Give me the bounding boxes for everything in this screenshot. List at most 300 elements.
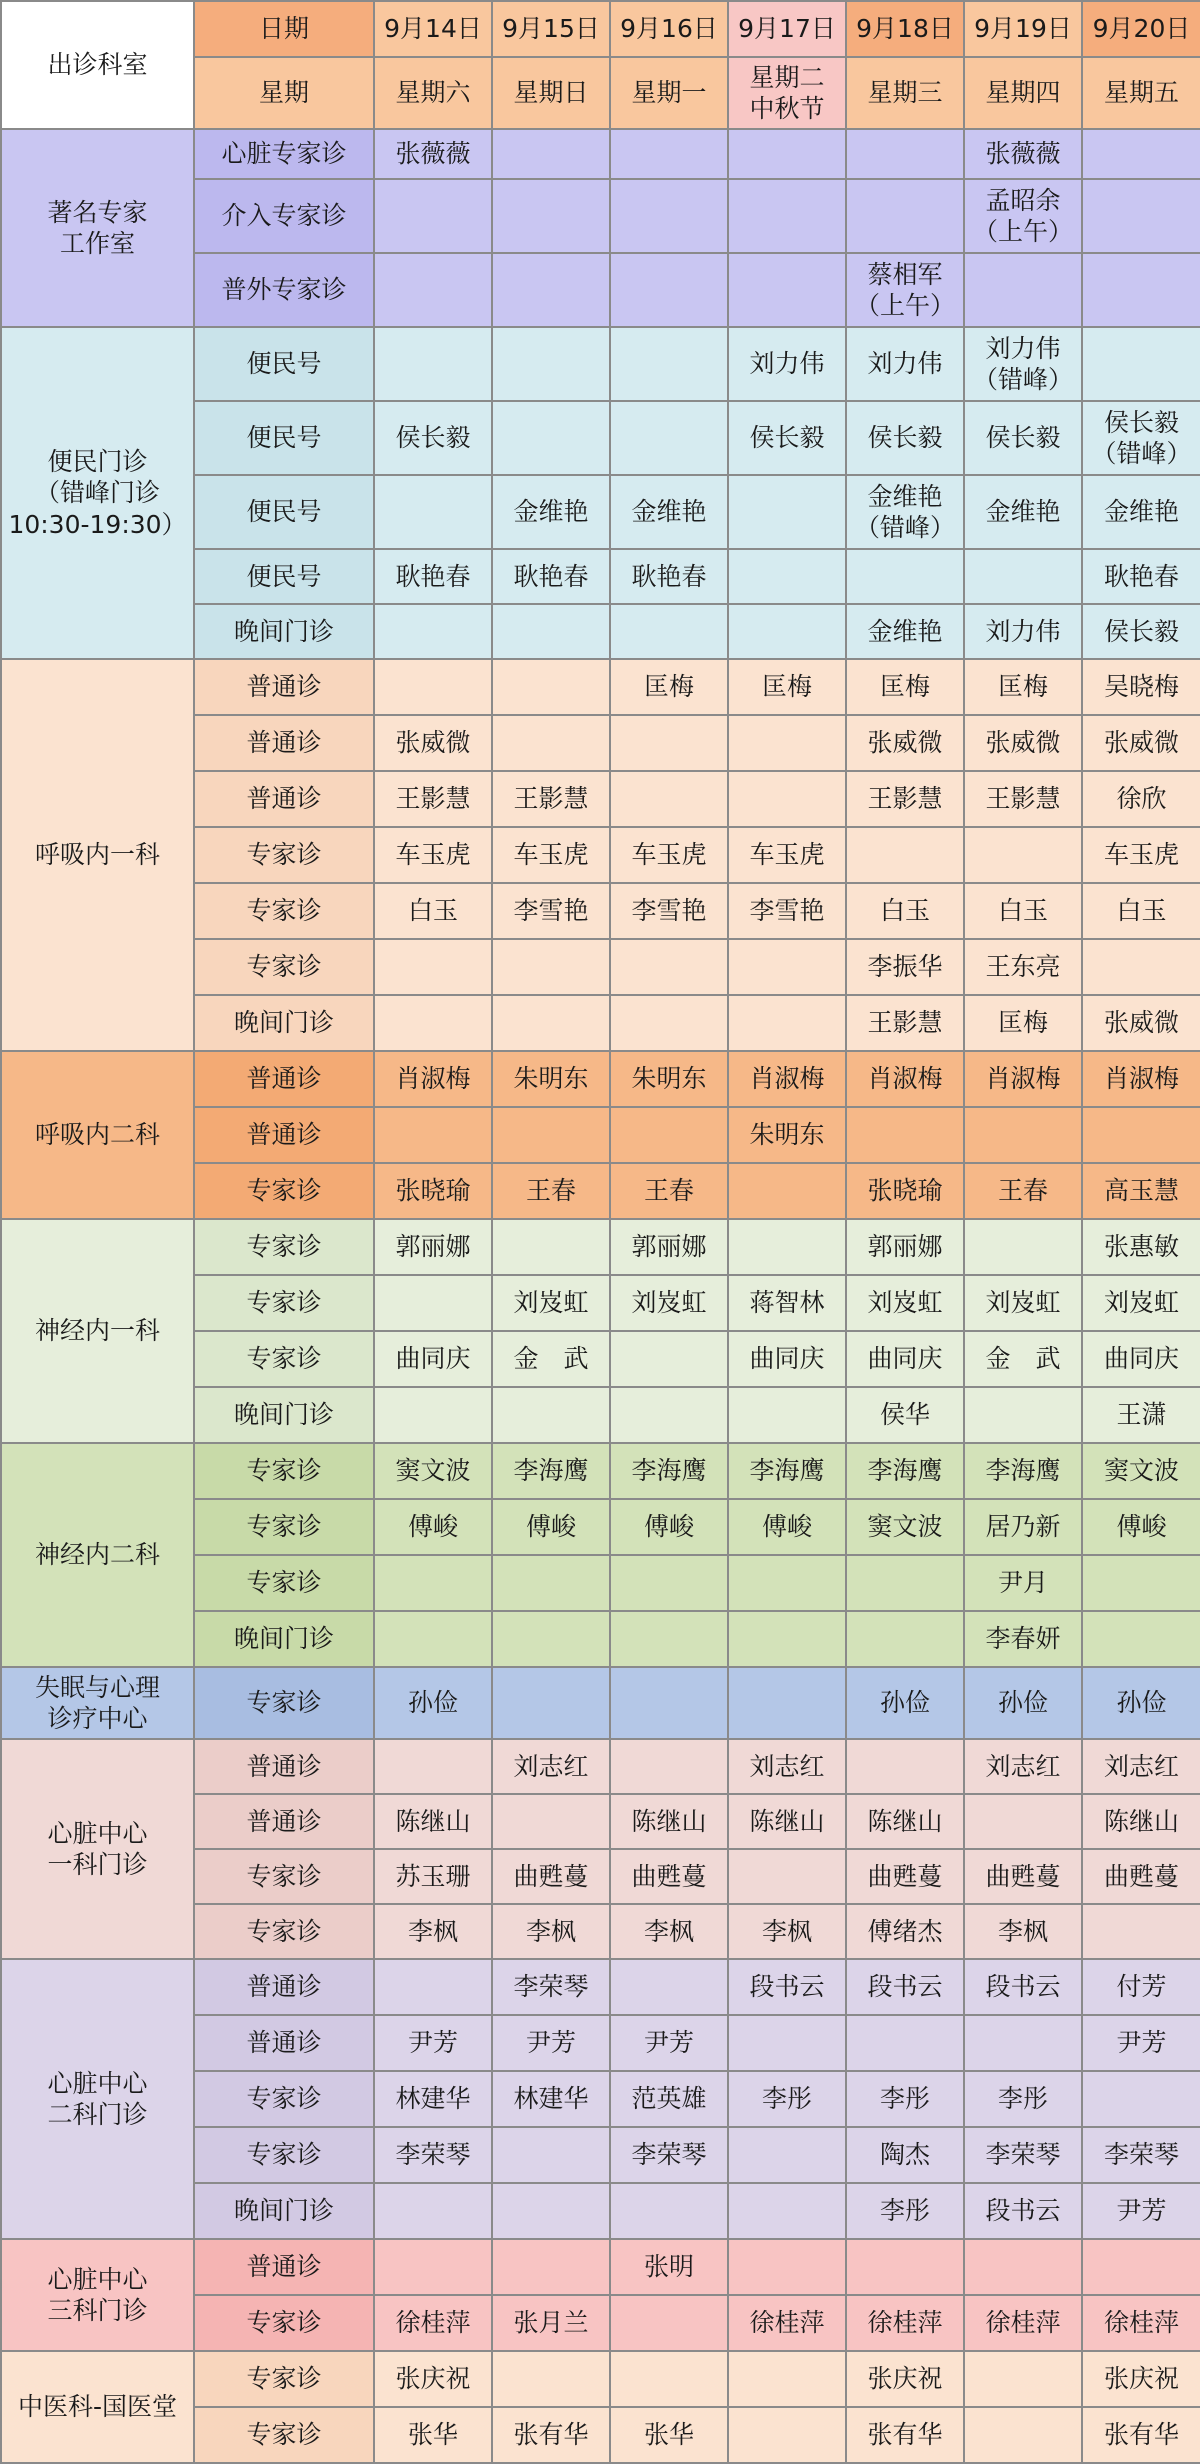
doctor-cell: 肖淑梅 — [374, 1051, 492, 1107]
doctor-cell: 侯长毅 — [964, 401, 1082, 475]
date-cell: 9月17日 — [728, 1, 846, 57]
doctor-cell — [610, 1331, 728, 1387]
doctor-cell: 郭丽娜 — [846, 1219, 964, 1275]
doctor-cell: 匡梅 — [610, 659, 728, 715]
table-row — [1, 659, 1200, 715]
doctor-cell: 孟昭余 （上午） — [964, 179, 1082, 253]
clinic-type: 专家诊 — [194, 827, 374, 883]
header-date-row — [1, 1, 1200, 57]
doctor-cell: 尹芳 — [492, 2015, 610, 2071]
doctor-cell — [492, 2183, 610, 2239]
doctor-cell: 李海鹰 — [728, 1443, 846, 1499]
doctor-cell: 曲甦蔓 — [492, 1849, 610, 1904]
doctor-cell — [846, 549, 964, 604]
doctor-cell: 侯长毅 — [374, 401, 492, 475]
doctor-cell: 王春 — [964, 1163, 1082, 1219]
doctor-cell: 侯长毅 — [728, 401, 846, 475]
doctor-cell — [964, 1794, 1082, 1849]
date-cell: 9月15日 — [492, 1, 610, 57]
doctor-cell — [374, 1387, 492, 1443]
clinic-type: 专家诊 — [194, 1904, 374, 1959]
clinic-type: 晚间门诊 — [194, 2183, 374, 2239]
doctor-cell: 金维艳 — [610, 475, 728, 549]
doctor-cell: 张薇薇 — [374, 129, 492, 179]
doctor-cell: 李雪艳 — [610, 883, 728, 939]
doctor-cell — [610, 2183, 728, 2239]
clinic-type: 心脏专家诊 — [194, 129, 374, 179]
table-row — [1, 2239, 1200, 2295]
doctor-cell: 李荣琴 — [610, 2127, 728, 2183]
doctor-cell: 肖淑梅 — [964, 1051, 1082, 1107]
doctor-cell: 刘岌虹 — [492, 1275, 610, 1331]
doctor-cell — [610, 179, 728, 253]
department-name: 便民门诊 （错峰门诊 10:30-19:30） — [1, 327, 194, 659]
doctor-cell: 张晓瑜 — [374, 1163, 492, 1219]
clinic-type: 专家诊 — [194, 2407, 374, 2463]
doctor-cell — [846, 827, 964, 883]
clinic-type: 专家诊 — [194, 1443, 374, 1499]
doctor-cell — [846, 2239, 964, 2295]
doctor-cell — [374, 1739, 492, 1794]
doctor-cell: 徐桂萍 — [846, 2295, 964, 2351]
doctor-cell — [728, 179, 846, 253]
clinic-type: 普通诊 — [194, 1959, 374, 2015]
clinic-type: 普通诊 — [194, 2239, 374, 2295]
doctor-cell: 李枫 — [374, 1904, 492, 1959]
weekday-label: 星期 — [194, 57, 374, 129]
weekday-cell: 星期三 — [846, 57, 964, 129]
doctor-cell: 刘力伟 — [964, 604, 1082, 659]
doctor-cell: 张庆祝 — [374, 2351, 492, 2407]
doctor-cell: 张庆祝 — [1082, 2351, 1200, 2407]
doctor-cell: 尹芳 — [1082, 2015, 1200, 2071]
doctor-cell: 张晓瑜 — [846, 1163, 964, 1219]
doctor-cell — [492, 129, 610, 179]
doctor-cell — [964, 2351, 1082, 2407]
date-cell: 9月19日 — [964, 1, 1082, 57]
department-name: 呼吸内一科 — [1, 659, 194, 1051]
department-name: 著名专家 工作室 — [1, 129, 194, 327]
doctor-cell: 侯长毅 — [1082, 604, 1200, 659]
doctor-cell: 白玉 — [964, 883, 1082, 939]
doctor-cell — [1082, 253, 1200, 327]
doctor-cell: 张薇薇 — [964, 129, 1082, 179]
doctor-cell: 张月兰 — [492, 2295, 610, 2351]
doctor-cell: 李枫 — [728, 1904, 846, 1959]
clinic-type: 便民号 — [194, 475, 374, 549]
doctor-cell: 白玉 — [1082, 883, 1200, 939]
doctor-cell: 苏玉珊 — [374, 1849, 492, 1904]
doctor-cell: 刘志红 — [1082, 1739, 1200, 1794]
doctor-cell: 郭丽娜 — [610, 1219, 728, 1275]
doctor-cell — [610, 715, 728, 771]
doctor-cell — [846, 1107, 964, 1163]
clinic-type: 专家诊 — [194, 1849, 374, 1904]
doctor-cell: 李枫 — [610, 1904, 728, 1959]
doctor-cell: 车玉虎 — [610, 827, 728, 883]
doctor-cell — [728, 2239, 846, 2295]
doctor-cell: 曲甦蔓 — [1082, 1849, 1200, 1904]
table-row — [1, 2351, 1200, 2407]
doctor-cell: 蒋智林 — [728, 1275, 846, 1331]
doctor-cell: 李雪艳 — [492, 883, 610, 939]
doctor-cell — [1082, 1904, 1200, 1959]
doctor-cell — [492, 253, 610, 327]
doctor-cell: 傅峻 — [728, 1499, 846, 1555]
doctor-cell — [374, 2183, 492, 2239]
clinic-type: 普通诊 — [194, 715, 374, 771]
doctor-cell: 朱明东 — [610, 1051, 728, 1107]
doctor-cell: 林建华 — [492, 2071, 610, 2127]
doctor-cell: 李雪艳 — [728, 883, 846, 939]
doctor-cell — [610, 253, 728, 327]
doctor-cell: 刘力伟 （错峰） — [964, 327, 1082, 401]
doctor-cell — [610, 327, 728, 401]
doctor-cell: 傅绪杰 — [846, 1904, 964, 1959]
doctor-cell — [374, 604, 492, 659]
clinic-type: 专家诊 — [194, 1667, 374, 1739]
doctor-cell: 刘岌虹 — [1082, 1275, 1200, 1331]
doctor-cell: 张威微 — [964, 715, 1082, 771]
doctor-cell — [610, 939, 728, 995]
clinic-type: 专家诊 — [194, 2127, 374, 2183]
department-name: 失眠与心理 诊疗中心 — [1, 1667, 194, 1739]
clinic-type: 便民号 — [194, 549, 374, 604]
doctor-cell: 窦文波 — [1082, 1443, 1200, 1499]
date-cell: 9月18日 — [846, 1, 964, 57]
doctor-cell — [492, 401, 610, 475]
doctor-cell — [1082, 939, 1200, 995]
doctor-cell — [492, 1611, 610, 1667]
doctor-cell — [846, 1611, 964, 1667]
doctor-cell: 李振华 — [846, 939, 964, 995]
doctor-cell: 金 武 — [964, 1331, 1082, 1387]
clinic-type: 专家诊 — [194, 1275, 374, 1331]
clinic-type: 专家诊 — [194, 1499, 374, 1555]
doctor-cell — [728, 1555, 846, 1611]
weekday-cell: 星期五 — [1082, 57, 1200, 129]
doctor-cell — [492, 1667, 610, 1739]
doctor-cell: 金维艳 （错峰） — [846, 475, 964, 549]
doctor-cell — [374, 1275, 492, 1331]
doctor-cell: 李海鹰 — [610, 1443, 728, 1499]
doctor-cell: 王影慧 — [846, 995, 964, 1051]
doctor-cell: 侯长毅 （错峰） — [1082, 401, 1200, 475]
date-cell: 9月14日 — [374, 1, 492, 57]
clinic-type: 专家诊 — [194, 2071, 374, 2127]
doctor-cell: 李彤 — [846, 2183, 964, 2239]
doctor-cell: 刘岌虹 — [610, 1275, 728, 1331]
doctor-cell — [610, 771, 728, 827]
doctor-cell — [492, 939, 610, 995]
doctor-cell — [374, 475, 492, 549]
doctor-cell: 王影慧 — [492, 771, 610, 827]
clinic-type: 专家诊 — [194, 1555, 374, 1611]
doctor-cell: 陈继山 — [610, 1794, 728, 1849]
clinic-type: 专家诊 — [194, 1219, 374, 1275]
doctor-cell — [846, 1555, 964, 1611]
doctor-cell — [610, 401, 728, 475]
doctor-cell: 王春 — [610, 1163, 728, 1219]
clinic-type: 专家诊 — [194, 2351, 374, 2407]
schedule-body — [1, 1, 1200, 2463]
doctor-cell: 窦文波 — [846, 1499, 964, 1555]
doctor-cell: 匡梅 — [964, 995, 1082, 1051]
doctor-cell: 金维艳 — [492, 475, 610, 549]
doctor-cell: 王潇 — [1082, 1387, 1200, 1443]
doctor-cell: 肖淑梅 — [846, 1051, 964, 1107]
doctor-cell: 段书云 — [728, 1959, 846, 2015]
doctor-cell — [964, 1107, 1082, 1163]
doctor-cell: 耿艳春 — [610, 549, 728, 604]
table-row — [1, 1667, 1200, 1739]
doctor-cell: 曲同庆 — [846, 1331, 964, 1387]
doctor-cell — [728, 995, 846, 1051]
doctor-cell: 张华 — [374, 2407, 492, 2463]
doctor-cell — [492, 604, 610, 659]
clinic-type: 普通诊 — [194, 659, 374, 715]
doctor-cell: 陈继山 — [728, 1794, 846, 1849]
doctor-cell: 蔡相军 （上午） — [846, 253, 964, 327]
doctor-cell: 朱明东 — [492, 1051, 610, 1107]
doctor-cell: 张威微 — [374, 715, 492, 771]
doctor-cell — [728, 1849, 846, 1904]
doctor-cell: 金维艳 — [964, 475, 1082, 549]
doctor-cell — [610, 1959, 728, 2015]
doctor-cell — [728, 549, 846, 604]
doctor-cell: 陈继山 — [1082, 1794, 1200, 1849]
doctor-cell: 曲甦蔓 — [846, 1849, 964, 1904]
doctor-cell — [964, 1219, 1082, 1275]
doctor-cell: 王东亮 — [964, 939, 1082, 995]
doctor-cell: 曲甦蔓 — [964, 1849, 1082, 1904]
doctor-cell: 孙俭 — [964, 1667, 1082, 1739]
clinic-type: 晚间门诊 — [194, 995, 374, 1051]
doctor-cell: 刘志红 — [492, 1739, 610, 1794]
weekday-cell: 星期二 中秋节 — [728, 57, 846, 129]
doctor-cell: 李春妍 — [964, 1611, 1082, 1667]
doctor-cell: 居乃新 — [964, 1499, 1082, 1555]
doctor-cell: 耿艳春 — [1082, 549, 1200, 604]
doctor-cell — [728, 2127, 846, 2183]
doctor-cell: 耿艳春 — [492, 549, 610, 604]
doctor-cell: 张有华 — [846, 2407, 964, 2463]
doctor-cell: 吴晓梅 — [1082, 659, 1200, 715]
doctor-cell — [964, 549, 1082, 604]
doctor-cell — [492, 1387, 610, 1443]
doctor-cell: 徐桂萍 — [728, 2295, 846, 2351]
table-row — [1, 1443, 1200, 1499]
doctor-cell — [846, 129, 964, 179]
table-row — [1, 1739, 1200, 1794]
doctor-cell: 李彤 — [846, 2071, 964, 2127]
weekday-cell: 星期一 — [610, 57, 728, 129]
doctor-cell: 王影慧 — [846, 771, 964, 827]
doctor-cell: 张华 — [610, 2407, 728, 2463]
doctor-cell — [846, 2015, 964, 2071]
doctor-cell — [728, 2351, 846, 2407]
doctor-cell — [964, 2015, 1082, 2071]
doctor-cell: 尹芳 — [1082, 2183, 1200, 2239]
doctor-cell: 车玉虎 — [728, 827, 846, 883]
doctor-cell: 张庆祝 — [846, 2351, 964, 2407]
doctor-cell: 耿艳春 — [374, 549, 492, 604]
clinic-type: 专家诊 — [194, 1331, 374, 1387]
doctor-cell: 车玉虎 — [374, 827, 492, 883]
doctor-cell — [1082, 1611, 1200, 1667]
department-name: 神经内二科 — [1, 1443, 194, 1667]
doctor-cell — [374, 253, 492, 327]
doctor-cell: 徐桂萍 — [1082, 2295, 1200, 2351]
doctor-cell: 李荣琴 — [374, 2127, 492, 2183]
doctor-cell — [374, 179, 492, 253]
doctor-cell — [610, 1387, 728, 1443]
doctor-cell: 肖淑梅 — [1082, 1051, 1200, 1107]
doctor-cell: 尹芳 — [610, 2015, 728, 2071]
doctor-cell: 曲同庆 — [374, 1331, 492, 1387]
doctor-cell: 徐欣 — [1082, 771, 1200, 827]
doctor-cell: 李海鹰 — [846, 1443, 964, 1499]
doctor-cell — [728, 771, 846, 827]
doctor-cell — [964, 2239, 1082, 2295]
doctor-cell — [728, 2015, 846, 2071]
doctor-cell: 李枫 — [964, 1904, 1082, 1959]
doctor-cell — [964, 253, 1082, 327]
doctor-cell: 张威微 — [1082, 995, 1200, 1051]
doctor-cell: 刘力伟 — [728, 327, 846, 401]
doctor-cell: 曲同庆 — [728, 1331, 846, 1387]
department-name: 心脏中心 三科门诊 — [1, 2239, 194, 2351]
weekday-cell: 星期日 — [492, 57, 610, 129]
doctor-cell — [374, 1959, 492, 2015]
doctor-cell — [728, 475, 846, 549]
doctor-cell — [728, 1667, 846, 1739]
doctor-cell: 匡梅 — [964, 659, 1082, 715]
doctor-cell — [374, 1107, 492, 1163]
doctor-cell — [1082, 1107, 1200, 1163]
clinic-type: 晚间门诊 — [194, 604, 374, 659]
doctor-cell — [374, 659, 492, 715]
doctor-cell — [728, 939, 846, 995]
doctor-cell: 窦文波 — [374, 1443, 492, 1499]
doctor-cell: 刘志红 — [728, 1739, 846, 1794]
doctor-cell: 匡梅 — [846, 659, 964, 715]
clinic-type: 普通诊 — [194, 1107, 374, 1163]
doctor-cell: 王影慧 — [964, 771, 1082, 827]
doctor-cell: 徐桂萍 — [964, 2295, 1082, 2351]
doctor-cell: 傅峻 — [492, 1499, 610, 1555]
doctor-cell: 王春 — [492, 1163, 610, 1219]
department-name: 神经内一科 — [1, 1219, 194, 1443]
doctor-cell: 李彤 — [964, 2071, 1082, 2127]
doctor-cell — [1082, 2071, 1200, 2127]
doctor-cell: 白玉 — [846, 883, 964, 939]
doctor-cell: 曲甦蔓 — [610, 1849, 728, 1904]
doctor-cell — [492, 995, 610, 1051]
clinic-type: 普通诊 — [194, 2015, 374, 2071]
doctor-cell — [492, 179, 610, 253]
clinic-type: 介入专家诊 — [194, 179, 374, 253]
doctor-cell: 李海鹰 — [964, 1443, 1082, 1499]
doctor-cell: 陈继山 — [846, 1794, 964, 1849]
doctor-cell: 朱明东 — [728, 1107, 846, 1163]
doctor-cell — [846, 179, 964, 253]
doctor-cell — [374, 2239, 492, 2295]
doctor-cell: 徐桂萍 — [374, 2295, 492, 2351]
doctor-cell: 李荣琴 — [492, 1959, 610, 2015]
doctor-cell: 张惠敏 — [1082, 1219, 1200, 1275]
doctor-cell: 金维艳 — [1082, 475, 1200, 549]
doctor-cell: 傅峻 — [1082, 1499, 1200, 1555]
clinic-type: 普通诊 — [194, 1051, 374, 1107]
corner-cell: 出诊科室 — [1, 1, 194, 129]
date-cell: 9月20日 — [1082, 1, 1200, 57]
doctor-cell — [374, 1555, 492, 1611]
doctor-cell: 侯华 — [846, 1387, 964, 1443]
doctor-cell — [1082, 129, 1200, 179]
doctor-cell: 段书云 — [846, 1959, 964, 2015]
table-row — [1, 1051, 1200, 1107]
doctor-cell — [1082, 327, 1200, 401]
doctor-cell: 张明 — [610, 2239, 728, 2295]
department-name: 中医科-国医堂 — [1, 2351, 194, 2463]
doctor-cell: 尹芳 — [374, 2015, 492, 2071]
doctor-cell: 张有华 — [492, 2407, 610, 2463]
doctor-cell — [610, 2351, 728, 2407]
doctor-cell — [846, 1739, 964, 1794]
doctor-cell: 傅峻 — [610, 1499, 728, 1555]
doctor-cell: 李海鹰 — [492, 1443, 610, 1499]
doctor-cell — [610, 1555, 728, 1611]
doctor-cell: 金 武 — [492, 1331, 610, 1387]
doctor-cell — [374, 939, 492, 995]
doctor-cell: 刘志红 — [964, 1739, 1082, 1794]
doctor-cell — [728, 129, 846, 179]
doctor-cell: 李彤 — [728, 2071, 846, 2127]
doctor-cell: 段书云 — [964, 1959, 1082, 2015]
doctor-cell — [492, 1555, 610, 1611]
doctor-cell — [1082, 179, 1200, 253]
doctor-cell — [964, 827, 1082, 883]
doctor-cell: 林建华 — [374, 2071, 492, 2127]
doctor-cell — [374, 327, 492, 401]
department-name: 心脏中心 一科门诊 — [1, 1739, 194, 1959]
clinic-type: 便民号 — [194, 327, 374, 401]
doctor-cell — [728, 2183, 846, 2239]
doctor-cell — [1082, 2239, 1200, 2295]
date-cell: 9月16日 — [610, 1, 728, 57]
date-label: 日期 — [194, 1, 374, 57]
doctor-cell: 范英雄 — [610, 2071, 728, 2127]
doctor-cell: 郭丽娜 — [374, 1219, 492, 1275]
doctor-cell — [610, 1739, 728, 1794]
doctor-cell: 金维艳 — [846, 604, 964, 659]
doctor-cell — [610, 1611, 728, 1667]
clinic-type: 便民号 — [194, 401, 374, 475]
department-name: 心脏中心 二科门诊 — [1, 1959, 194, 2239]
doctor-cell — [492, 1107, 610, 1163]
clinic-type: 普外专家诊 — [194, 253, 374, 327]
doctor-cell: 王影慧 — [374, 771, 492, 827]
doctor-cell: 曲同庆 — [1082, 1331, 1200, 1387]
doctor-cell: 李荣琴 — [1082, 2127, 1200, 2183]
doctor-cell: 张威微 — [846, 715, 964, 771]
doctor-cell — [728, 1611, 846, 1667]
doctor-cell: 陶杰 — [846, 2127, 964, 2183]
clinic-type: 普通诊 — [194, 1794, 374, 1849]
doctor-cell: 付芳 — [1082, 1959, 1200, 2015]
doctor-cell — [610, 1107, 728, 1163]
